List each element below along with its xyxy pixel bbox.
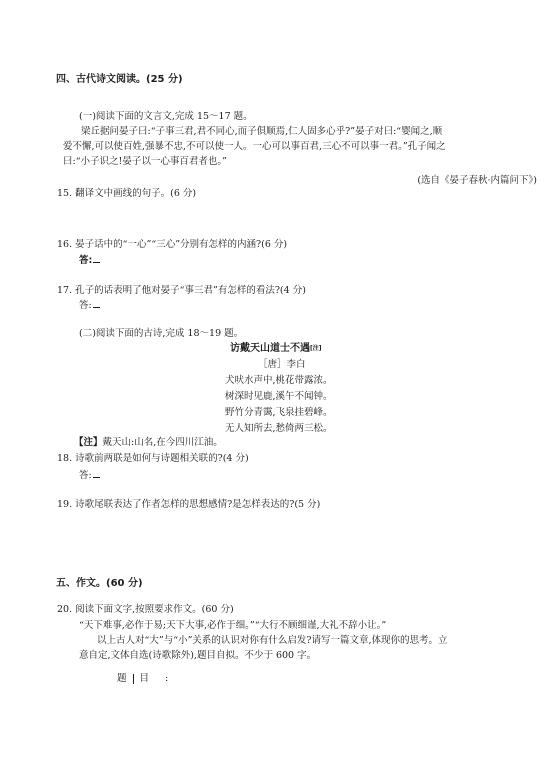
- passage-line-3: 曰:“小子识之!晏子以一心事百君者也。”: [63, 156, 227, 167]
- essay-prompt-line-2: 意自定,文体自选(诗歌除外),题目自拟。不少于 600 字。: [79, 650, 317, 661]
- poem-note-text: 戴天山:山名,在今四川江油。: [102, 437, 223, 448]
- poem-note-label: 【注】: [74, 437, 103, 448]
- poem-title-text: 访戴天山道士不遇: [230, 343, 310, 354]
- poem-title: [230, 342, 322, 355]
- part-1-intro: (一)阅读下面的文言文,完成 15～17 题。: [79, 111, 253, 122]
- question-16-answer: [79, 253, 100, 267]
- section-4-heading: 四、古代诗文阅读。(25 分): [56, 74, 183, 85]
- section-5-heading: 五、作文。(60 分): [56, 578, 143, 589]
- title-divider: [133, 674, 134, 684]
- passage-source: (选自《晏子春秋·内篇问下》): [417, 175, 537, 186]
- part-2-intro: (二)阅读下面的古诗,完成 18～19 题。: [79, 328, 244, 339]
- question-17: 17. 孔子的话表明了他对晏子“事三君”有怎样的看法?(4 分): [57, 285, 306, 296]
- question-19: 19. 诗歌尾联表达了作者怎样的思想感情?是怎样表达的?(5 分): [57, 499, 321, 510]
- passage-line-2: 爱不懈,可以使百姓,强暴不忠,不可以使一人。一心可以事百君,三心不可以事一君。”孔子闻之: [63, 141, 446, 152]
- title-label-char-1: 题: [117, 673, 127, 684]
- poem-note: [74, 436, 223, 449]
- title-colon: :: [165, 673, 169, 684]
- poem-line-2: 树深时见鹿,溪午不闻钟。: [225, 391, 333, 402]
- essay-prompt-line-1: 以上古人对“大”与“小”关系的认识对你有什么启发?请写一篇文章,体现你的思考。立: [97, 635, 448, 646]
- poem-line-3: 野竹分青霭,飞泉挂碧峰。: [225, 407, 333, 418]
- answer-blank[interactable]: [93, 253, 100, 263]
- question-15: 15. 翻译文中画线的句子。(6 分): [57, 188, 197, 199]
- answer-label: 答:: [79, 300, 92, 311]
- essay-title-field[interactable]: [117, 672, 168, 685]
- answer-blank[interactable]: [93, 468, 100, 478]
- question-17-answer: [79, 298, 100, 312]
- passage-line-1: 梁丘据问晏子曰:“子事三君,君不同心,而子俱顺焉,仁人固多心乎?”晏子对曰:“婴闻之,顺: [81, 126, 443, 137]
- answer-label: 答:: [79, 255, 93, 266]
- question-18-answer: [79, 468, 100, 482]
- answer-label: 答:: [79, 470, 92, 481]
- poem-author: ［唐］李白: [258, 359, 306, 370]
- question-18: 18. 诗歌前两联是如何与诗题相关联的?(4 分): [57, 453, 249, 464]
- question-16: 16. 晏子话中的“一心”“三心”分别有怎样的内涵?(6 分): [57, 239, 288, 250]
- poem-title-note-mark: [注]: [310, 345, 322, 352]
- poem-line-1: 犬吠水声中,桃花带露浓。: [225, 375, 333, 386]
- essay-quote: “天下难事,必作于易;天下大事,必作于细。”“大行不顾细谨,大礼不辞小让。”: [79, 620, 387, 631]
- title-label-char-2: 目: [139, 673, 150, 684]
- answer-blank[interactable]: [93, 298, 100, 308]
- poem-line-4: 无人知所去,愁倚两三松。: [225, 423, 333, 434]
- question-20: 20. 阅读下面文字,按照要求作文。(60 分): [57, 604, 234, 615]
